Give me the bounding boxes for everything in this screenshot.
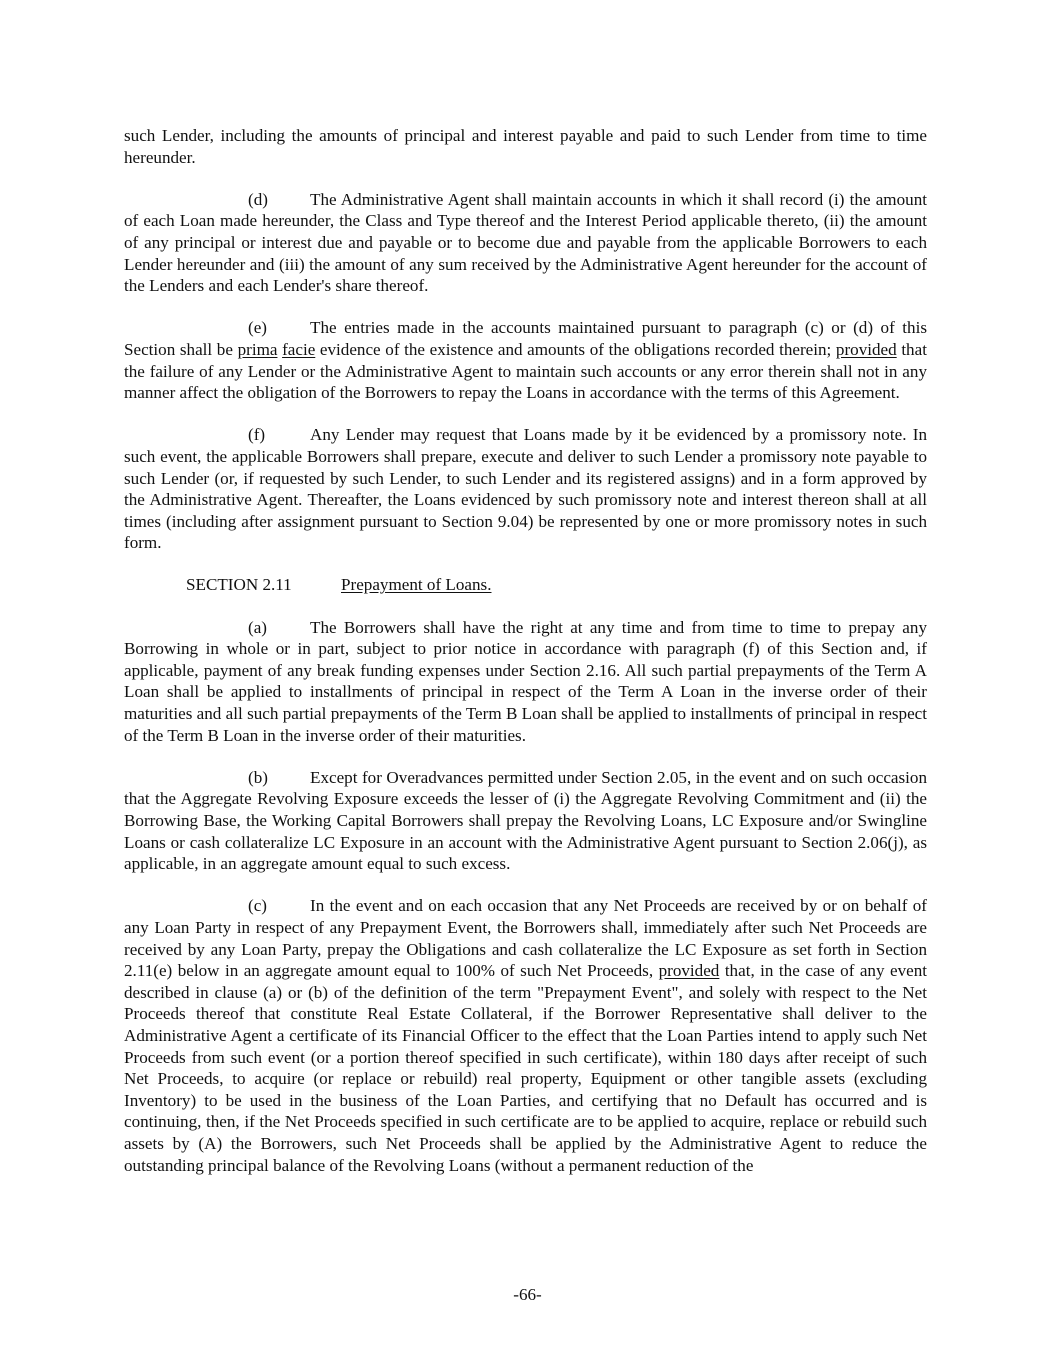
paragraph-label: (e)	[248, 318, 267, 338]
paragraph-text: Any Lender may request that Loans made by it be evidenced by a promissory note. In such event, the applicable Borrowers shall prepare, execute and deliver to such Lender a promissory note payable to such Lender (or, if requested by such Lender, to such Lender and its registered assigns) and in a form approved by the Administrative Agent. Thereafter, the Loans evidenced by such promissory note and interest thereon shall at all times (including after assignment pursuant to Section 9.04) be represented by one or more promissory notes in such form.	[124, 425, 927, 553]
paragraph-text: The Borrowers shall have the right at any time and from time to time to prepay any Borrowing in whole or in part, subject to prior notice in accordance with paragraph (f) of this Section and, if applicable, payment of any break funding expenses under Section 2.16. All such partial prepayments of the Term A Loan shall be applied to installments of principal in respect of the Term A Loan in the inverse order of their maturities and all such partial prepayments of the Term B Loan shall be applied to installments of principal in respect of the Term B Loan in the inverse order of their maturities.	[124, 617, 927, 745]
section-number: SECTION 2.11	[186, 575, 292, 595]
paragraph-2-11-c	[124, 895, 927, 1176]
continuation-text: such Lender, including the amounts of principal and interest payable and paid to such Lender from time to time hereunder.	[124, 126, 927, 167]
paragraph-label: (c)	[248, 896, 267, 916]
paragraph-text: The Administrative Agent shall maintain accounts in which it shall record (i) the amount of each Loan made hereunder, the Class and Type thereof and the Interest Period applicable thereto, (ii) the amount of any principal or interest due and payable or to become due and payable from the applicable Borrowers to each Lender hereunder and (iii) the amount of any sum received by the Administrative Agent hereunder for the account of the Lenders and each Lender's share thereof.	[124, 189, 927, 296]
paragraph-text: In the event and on each occasion that any Net Proceeds are received by or on behalf of any Loan Party in respect of any Prepayment Event, the Borrowers shall, immediately after such Net Proceeds are received by any Loan Party, prepay the Obligations and cash collateralize the LC Exposure as set forth in Section 2.11(e) below in an aggregate amount equal to 100% of such Net Proceeds,	[124, 896, 927, 981]
paragraph-text: Except for Overadvances permitted under Section 2.05, in the event and on such occasion that the Aggregate Revolving Exposure exceeds the lesser of (i) the Aggregate Revolving Commitment and (ii) the Borrowing Base, the Working Capital Borrowers shall prepay the Revolving Loans, LC Exposure and/or Swingline Loans or cash collateralize LC Exposure in an account with the Administrative Agent pursuant to Section 2.06(j), as applicable, in an aggregate amount equal to such excess.	[124, 767, 927, 874]
paragraph-text: that the failure of any Lender or the Administrative Agent to maintain such accounts or any error therein shall not in any manner affect the obligation of the Borrowers to repay the Loans in accordance with the terms of this Agreement.	[124, 339, 927, 403]
page-body	[124, 125, 927, 1197]
paragraph-f	[124, 424, 927, 554]
paragraph-2-11-a	[124, 617, 927, 747]
continuation-paragraph	[124, 125, 927, 168]
paragraph-label: (f)	[248, 425, 266, 445]
paragraph-2-11-b	[124, 767, 927, 875]
term-provided: provided	[658, 961, 720, 981]
paragraph-label: (b)	[248, 767, 268, 787]
paragraph-text: evidence of the existence and amounts of the obligations recorded therein;	[319, 339, 832, 359]
paragraph-text: that, in the case of any event described in clause (a) or (b) of the definition of the term "Prepayment Event", and solely with respect to the Net Proceeds thereof that constitute Real Estate Collateral, if the Borrower Representative shall deliver to the Administrative Agent a certificate of its Financial Officer to the effect that the Loan Parties intend to apply such Net Proceeds from such event (or a portion thereof specified in such certificate), within 180 days after receipt of such Net Proceeds, to acquire (or replace or rebuild) real property, Equipment or other tangible assets (excluding Inventory) to be used in the business of the Loan Parties, and certifying that no Default has occurred and is continuing, then, if the Net Proceeds specified in such certificate are to be applied to acquire, replace or rebuild such assets by (A) the Borrowers, such Net Proceeds shall be applied by the Administrative Agent to reduce the outstanding principal balance of the Revolving Loans (without a permanent reduction of the	[124, 961, 928, 1175]
term-prima: prima	[237, 339, 278, 359]
term-provided: provided	[835, 339, 897, 359]
paragraph-label: (a)	[248, 617, 267, 637]
paragraph-e	[124, 317, 927, 403]
paragraph-text: The entries made in the accounts maintained pursuant to paragraph (c) or (d) of this Section shall be	[124, 318, 927, 359]
paragraph-d	[124, 189, 927, 297]
page-number: -66-	[513, 1285, 542, 1304]
paragraph-label: (d)	[248, 189, 268, 209]
section-heading	[186, 574, 927, 596]
section-title: Prepayment of Loans.	[341, 575, 492, 595]
term-facie: facie	[282, 339, 316, 359]
